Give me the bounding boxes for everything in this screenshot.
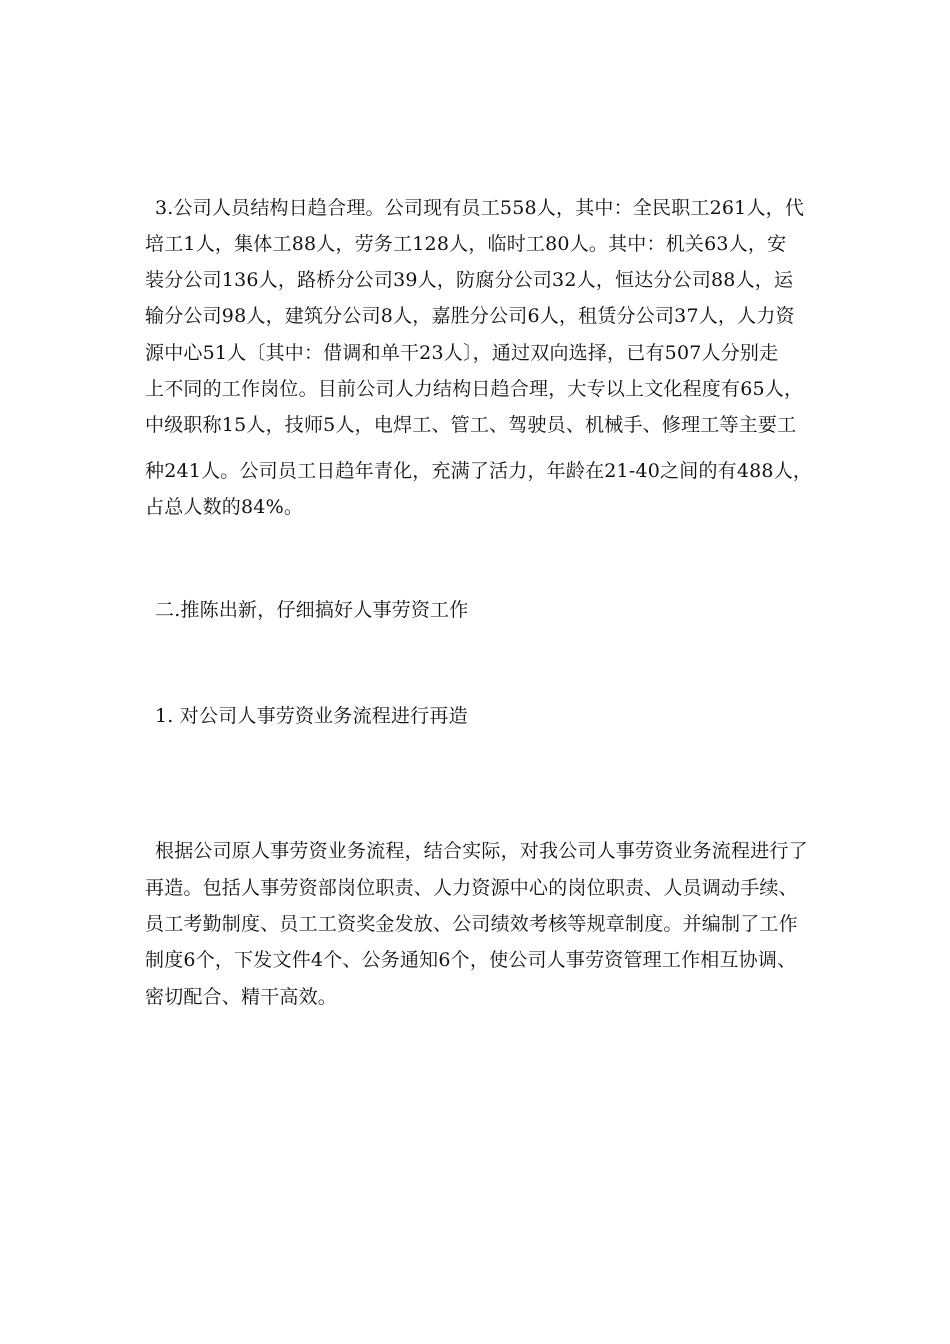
paragraph-line: 根据公司原人事劳资业务流程，结合实际，对我公司人事劳资业务流程进行了 (155, 840, 808, 862)
paragraph-line: 再造。包括人事劳资部岗位职责、人力资源中心的岗位职责、人员调动手续、 (145, 877, 798, 899)
paragraph-line: 输分公司98人，建筑分公司8人，嘉胜分公司6人，租赁分公司37人，人力资 (145, 305, 795, 327)
paragraph-line: 装分公司136人，路桥分公司39人，防腐分公司32人，恒达分公司88人，运 (145, 269, 794, 291)
paragraph-line: 密切配合、精干高效。 (145, 986, 338, 1008)
paragraph-line: 种241人。公司员工日趋年青化，充满了活力，年龄在21-40之间的有488人， (145, 460, 813, 482)
paragraph-line: 员工考勤制度、员工工资奖金发放、公司绩效考核等规章制度。并编制了工作 (145, 913, 798, 935)
section-heading: 二.推陈出新，仔细搞好人事劳资工作 (155, 599, 469, 621)
paragraph-line: 制度6个，下发文件4个、公务通知6个，使公司人事劳资管理工作相互协调、 (145, 949, 797, 971)
paragraph-line: 源中心51人〔其中：借调和单干23人〕，通过双向选择，已有507人分别走 (145, 342, 779, 364)
paragraph-line: 上不同的工作岗位。目前公司人力结构日趋合理，大专以上文化程度有65人， (145, 378, 804, 400)
paragraph-line: 3.公司人员结构日趋合理。公司现有员工558人，其中：全民职工261人，代 (155, 197, 805, 219)
paragraph-line: 培工1人，集体工88人，劳务工128人，临时工80人。其中：机关63人，安 (145, 233, 787, 255)
paragraph-line: 占总人数的84%。 (145, 496, 304, 518)
paragraph-line: 中级职称15人，技师5人，电焊工、管工、驾驶员、机械手、修理工等主要工 (145, 414, 797, 436)
subsection-heading: 1. 对公司人事劳资业务流程进行再造 (155, 705, 468, 727)
